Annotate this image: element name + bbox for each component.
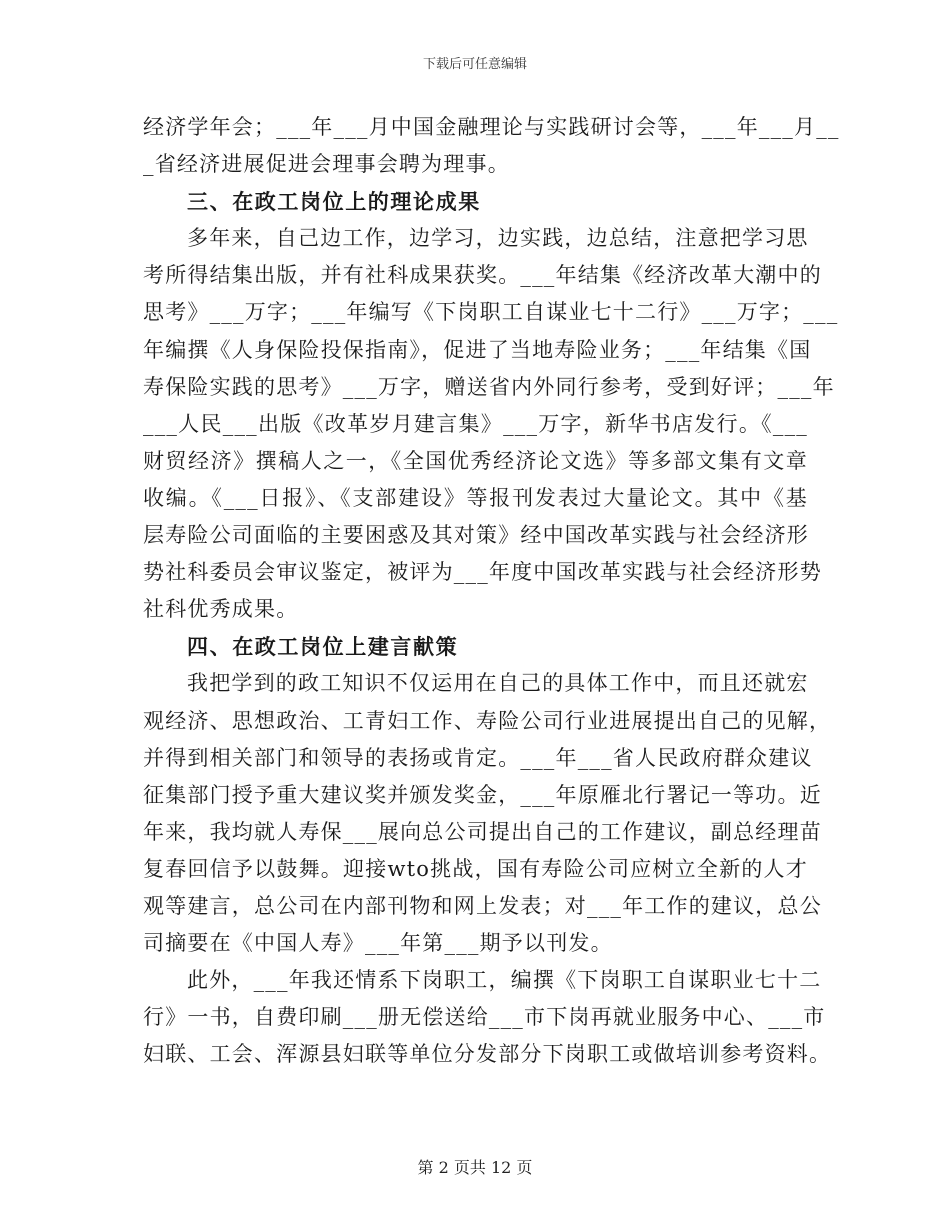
section-heading: 四、在政工岗位上建言献策 (187, 634, 459, 660)
text-line: 行》一书，自费印刷___册无偿送给___市下岗再就业服务中心、___市 (143, 1005, 826, 1030)
page-header: 下载后可任意编辑 (422, 57, 527, 72)
text-line: 寿保险实践的思考》___万字，赠送省内外同行参考，受到好评；___年 (143, 374, 835, 399)
text-line: _省经济进展促进会理事会聘为理事。 (143, 152, 510, 177)
text-line: ___人民___出版《改革岁月建言集》___万字，新华书店发行。《___ (143, 411, 808, 436)
text-line: 复春回信予以鼓舞。迎接wto挑战，国有寿险公司应树立全新的人才 (143, 856, 808, 881)
text-line: 收编。《___日报》、《支部建设》等报刊发表过大量论文。其中《基 (143, 485, 808, 510)
text-line: 社科优秀成果。 (143, 597, 299, 622)
text-line: 年编撰《人身保险投保指南》，促进了当地寿险业务；___年结集《国 (143, 337, 812, 362)
page-footer: 第 2 页共 12 页 (417, 1158, 533, 1177)
text-line: 征集部门授予重大建议奖并颁发奖金，___年原雁北行署记一等功。近 (143, 782, 822, 807)
text-line: 财贸经济》撰稿人之一，《全国优秀经济论文选》等多部文集有文章 (143, 448, 808, 473)
document-body (143, 109, 840, 1073)
text-line: 思考》___万字；___年编写《下岗职工自谋业七十二行》___万字；___ (143, 300, 839, 325)
text-line: 并得到相关部门和领导的表扬或肯定。___年___省人民政府群众建议 (143, 745, 813, 770)
text-line: 妇联、工会、浑源县妇联等单位分发部分下岗职工或做培训参考资料。 (143, 1042, 832, 1067)
text-line: 司摘要在《中国人寿》___年第___期予以刊发。 (143, 931, 613, 956)
text-line: 我把学到的政工知识不仅运用在自己的具体工作中，而且还就宏 (187, 671, 809, 696)
text-line: 多年来，自己边工作，边学习，边实践，边总结，注意把学习思 (187, 226, 809, 251)
text-line: 势社科委员会审议鉴定，被评为___年度中国改革实践与社会经济形势 (143, 560, 822, 585)
text-line: 年来，我均就人寿保___展向总公司提出自己的工作建议，副总经理苗 (143, 819, 822, 844)
text-line: 此外，___年我还情系下岗职工，编撰《下岗职工自谋职业七十二 (187, 968, 822, 993)
text-line: 层寿险公司面临的主要困惑及其对策》经中国改革实践与社会经济形 (143, 523, 809, 548)
text-line: 观等建言，总公司在内部刊物和网上发表；对___年工作的建议，总公 (143, 893, 822, 918)
text-line: 考所得结集出版，并有社科成果获奖。___年结集《经济改革大潮中的 (143, 263, 822, 288)
section-heading: 三、在政工岗位上的理论成果 (187, 189, 481, 215)
text-line: 观经济、思想政治、工青妇工作、寿险公司行业进展提出自己的见解， (143, 708, 832, 733)
text-line: 经济学年会；___年___月中国金融理论与实践研讨会等，___年___月__ (143, 115, 840, 139)
